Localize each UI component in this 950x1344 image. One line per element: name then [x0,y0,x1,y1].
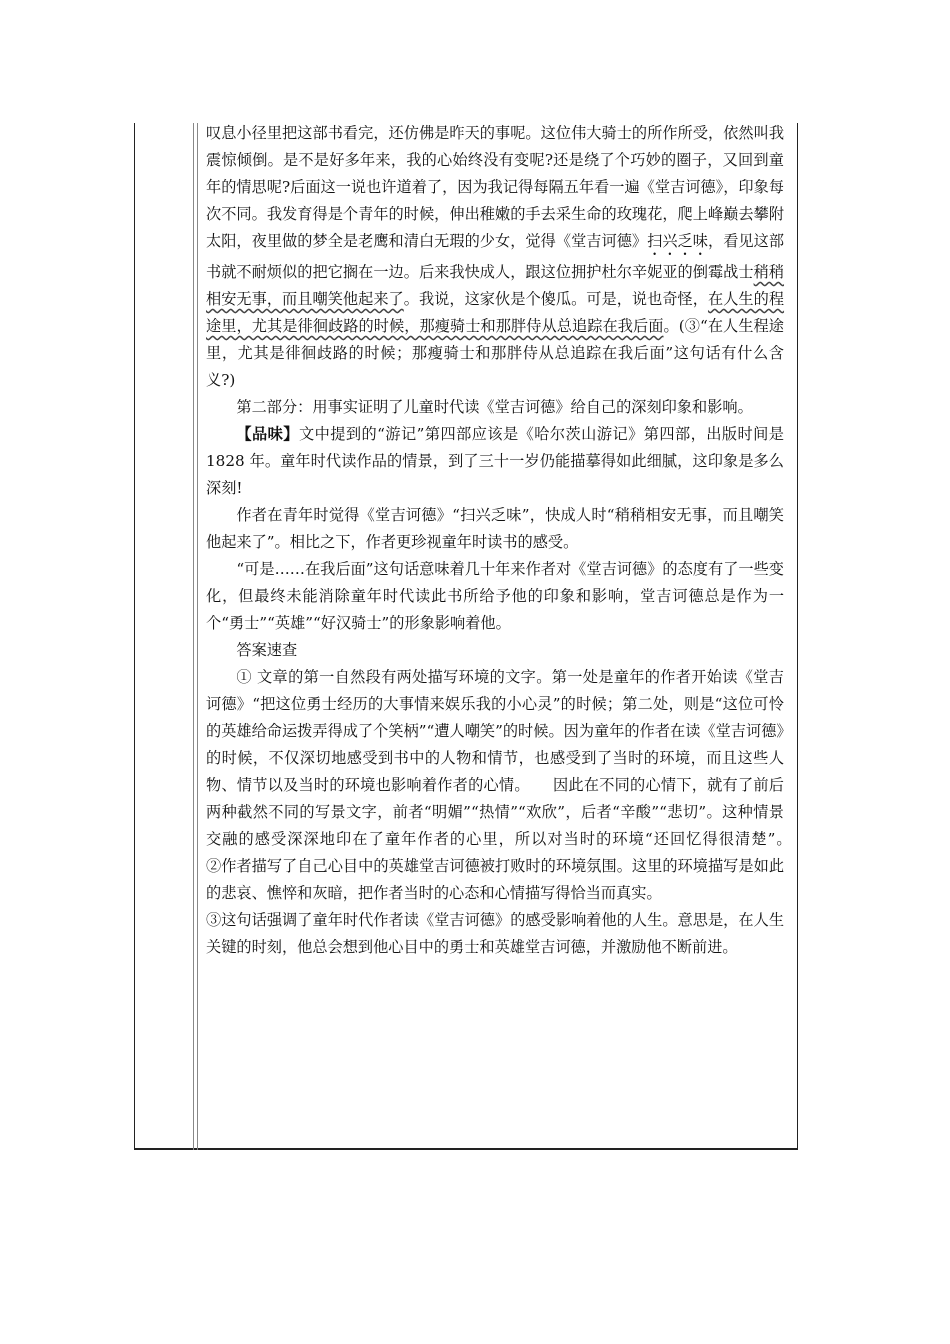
pinwei-paragraph [206,421,784,502]
passage-text-after: 。我说，这家伙是个傻瓜。可是，说也奇怪， [403,290,708,308]
part-two-summary: 第二部分：用事实证明了儿童时代读《堂吉诃德》给自己的深刻印象和影响。 [236,398,753,416]
lesson-content [206,120,815,961]
answer-body: ① 文章的第一自然段有两处描写环境的文字。第一处是童年的作者开始读《堂吉诃德》“把这位勇士经历的大事情来娱乐我的小心灵”的时候；第二处，则是“这位可怜的英雄给命运拨弄得成了个笑柄”“遭人嘲笑”的时候。因为童年的作者在读《堂吉诃德》的时候，不仅深切地感受到书中的人物和情节，也感受到了当时的环境，而且这些人物、情节以及当时的环境也影响着作者的心情。 因此在不同的心情下，就有了前后两种截然不同的写景文字，前者“明媚”“热情”“欢欣”，后者“辛酸”“悲切”。这种情景交融的感受深深地印在了童年作者的心里，所以对当时的环境“还回忆得很清楚”。 ②作者描写了自己心目中的英雄堂吉诃德被打败时的环境氛围。这里的环境描写是如此的悲哀、憔悴和灰暗，把作者当时的心态和心情描写得恰当而真实。 [206,668,815,902]
wavy-underlined-phrase: 稍稍相安无事，而且嘲笑他起来了 [206,263,785,308]
passage-question: 。(③“在人生程途里，尤其是徘徊歧路的时候；那瘦骑士和那胖侍从总追踪在我后面”这句话有什么含义?) [206,317,784,389]
kexi-paragraph: “可是……在我后面”这句话意味着几十年来作者对《堂吉诃德》的态度有了一些变化，但最终未能消除童年时代读此书所给予他的印象和影响，堂吉诃德总是作为一个“勇士”“英雄”“好汉骑士”的形象影响着他。 [206,560,784,632]
pinwei-text: 文中提到的“游记”第四部应该是《哈尔茨山游记》第四部，出版时间是 1828 年。童年时代读作品的情景，到了三十一岁仍能描摹得如此细腻，这印象是多么深刻! [206,425,784,497]
passage-text-mid: ，看见这部书就不耐烦似的把它搁在一边。后来我快成人，跟这位拥护杜尔辛妮亚的倒霉战士 [206,232,785,281]
author-paragraph: 作者在青年时觉得《堂吉诃德》“扫兴乏味”，快成人时“稍稍相安无事，而且嘲笑他起来了”。相比之下，作者更珍视童年时读书的感受。 [206,506,784,551]
column-divider-inner [197,123,198,1150]
dotted-phrase: 扫兴乏味 [647,232,708,250]
wavy-underlined-sentence: 在人生的程途里，尤其是徘徊歧路的时候，那瘦骑士和那胖侍从总追踪在我后面 [206,290,785,335]
answer-three: ③这句话强调了童年时代作者读《堂吉诃德》的感受影响着他的人生。意思是，在人生关键的时刻，他总会想到他心目中的勇士和英雄堂吉诃德，并激励他不断前进。 [206,911,784,956]
pinwei-label: 【品味】 [236,425,299,443]
column-divider [193,123,194,1150]
passage-paragraph [206,120,784,394]
passage-text: 叹息小径里把这部书看完，还仿佛是昨天的事呢。这位伟大骑士的所作所受，依然叫我震惊倾倒。是不是好多年来，我的心始终没有变呢?还是绕了个巧妙的圈子，又回到童年的情思呢?后面这一说也许道着了，因为我记得每隔五年看一遍《堂吉诃德》，印象每次不同。我发育得是个青年的时候，伸出稚嫩的手去采生命的玫瑰花，爬上峰巅去攀附太阳，夜里做的梦全是老鹰和清白无瑕的少女，觉得《堂吉诃德》 [206,124,784,250]
answer-title: 答案速查 [236,641,298,659]
